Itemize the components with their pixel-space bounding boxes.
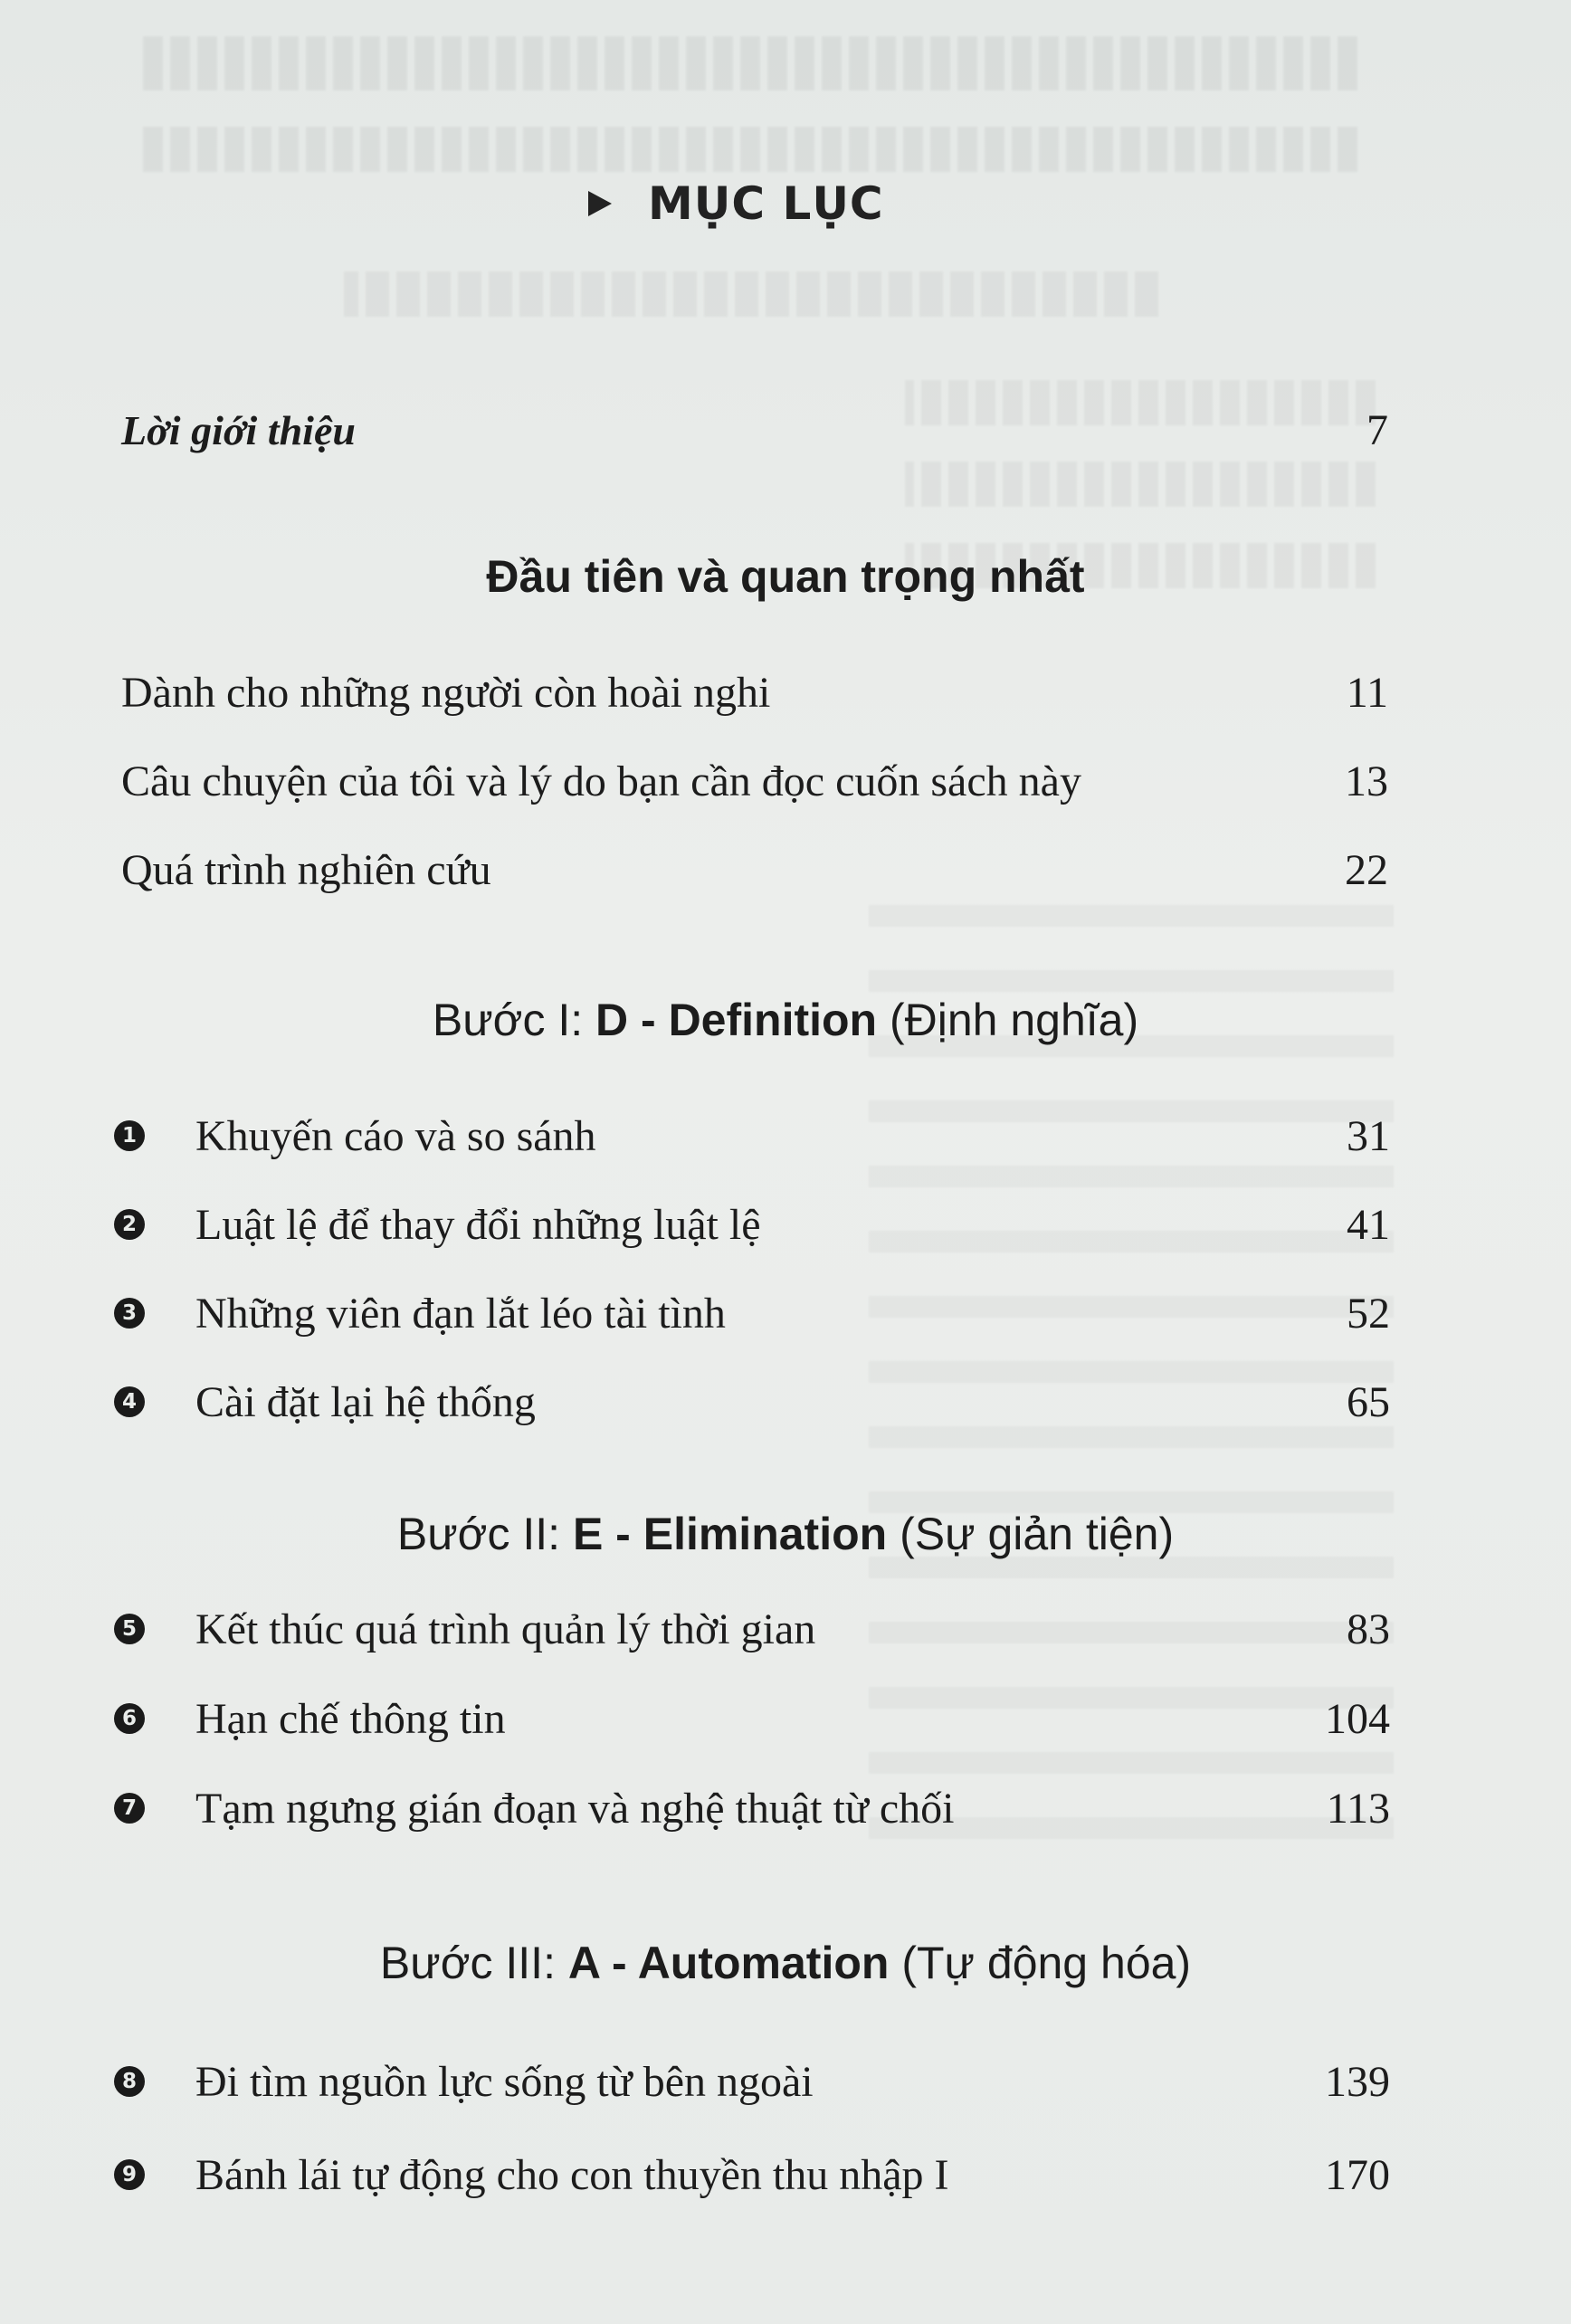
chapter-number-badge: 1 bbox=[114, 1120, 145, 1151]
section-heading-step-3 bbox=[0, 1937, 1571, 1989]
show-through-decoration bbox=[136, 127, 1357, 172]
entry-page-number: 7 bbox=[1366, 405, 1388, 454]
triangle-bullet-icon bbox=[588, 191, 612, 216]
entry-label: Quá trình nghiên cứu bbox=[121, 845, 491, 894]
section-heading-step-1 bbox=[0, 994, 1571, 1046]
toc-title-text: MỤC LỤC bbox=[648, 177, 884, 230]
chapter-number-badge: 3 bbox=[114, 1298, 145, 1329]
entry-label: Dành cho những người còn hoài nghi bbox=[121, 668, 771, 717]
chapter-number-badge: 8 bbox=[114, 2066, 145, 2097]
toc-entry[interactable] bbox=[114, 2143, 1390, 2206]
toc-entry[interactable] bbox=[121, 838, 1388, 901]
chapter-number-badge: 2 bbox=[114, 1209, 145, 1240]
entry-label: Những viên đạn lắt léo tài tình bbox=[195, 1289, 726, 1338]
section-heading-first: Đầu tiên và quan trọng nhất bbox=[486, 551, 1085, 602]
toc-entry[interactable] bbox=[114, 1776, 1390, 1840]
entry-label: Bánh lái tự động cho con thuyền thu nhập I bbox=[195, 2150, 949, 2199]
entry-label: Câu chuyện của tôi và lý do bạn cần đọc cuốn sách này bbox=[121, 757, 1081, 805]
chapter-number-badge: 7 bbox=[114, 1793, 145, 1824]
toc-entry[interactable] bbox=[121, 749, 1388, 813]
entry-page-number: 83 bbox=[1347, 1605, 1390, 1653]
entry-page-number: 113 bbox=[1326, 1784, 1390, 1833]
entry-page-number: 170 bbox=[1325, 2150, 1390, 2199]
step-prefix: Bước III: bbox=[379, 1938, 568, 1988]
toc-entry[interactable] bbox=[114, 1370, 1390, 1433]
toc-entry[interactable] bbox=[114, 1597, 1390, 1661]
entry-page-number: 11 bbox=[1346, 668, 1388, 717]
toc-entry[interactable] bbox=[114, 2050, 1390, 2113]
step-suffix: (Định nghĩa) bbox=[877, 995, 1139, 1045]
chapter-number-badge: 9 bbox=[114, 2159, 145, 2190]
entry-label: Cài đặt lại hệ thống bbox=[195, 1377, 536, 1426]
toc-entry[interactable] bbox=[114, 1281, 1390, 1345]
chapter-number-badge: 4 bbox=[114, 1386, 145, 1417]
show-through-decoration bbox=[905, 462, 1376, 507]
show-through-decoration bbox=[136, 36, 1357, 90]
step-suffix: (Sự giản tiện) bbox=[887, 1509, 1175, 1559]
entry-label: Lời giới thiệu bbox=[121, 406, 356, 453]
chapter-number-badge: 5 bbox=[114, 1614, 145, 1644]
toc-entry[interactable] bbox=[114, 1193, 1390, 1256]
toc-entry[interactable] bbox=[114, 1104, 1390, 1167]
entry-page-number: 104 bbox=[1325, 1694, 1390, 1743]
step-title: D - Definition bbox=[595, 995, 878, 1045]
step-suffix: (Tự động hóa) bbox=[889, 1938, 1192, 1988]
entry-page-number: 31 bbox=[1347, 1111, 1390, 1160]
toc-entry-intro[interactable] bbox=[121, 398, 1388, 462]
entry-page-number: 52 bbox=[1347, 1289, 1390, 1338]
toc-entry[interactable] bbox=[114, 1687, 1390, 1750]
entry-label: Hạn chế thông tin bbox=[195, 1694, 506, 1743]
entry-label: Luật lệ để thay đổi những luật lệ bbox=[195, 1200, 761, 1249]
entry-label: Tạm ngưng gián đoạn và nghệ thuật từ chối bbox=[195, 1784, 955, 1833]
step-prefix: Bước I: bbox=[432, 995, 596, 1045]
toc-entry[interactable] bbox=[121, 661, 1388, 724]
chapter-number-badge: 6 bbox=[114, 1703, 145, 1734]
show-through-decoration bbox=[344, 271, 1158, 317]
step-title: A - Automation bbox=[567, 1938, 890, 1988]
section-heading-step-2 bbox=[0, 1508, 1571, 1560]
entry-label: Kết thúc quá trình quản lý thời gian bbox=[195, 1605, 816, 1653]
toc-title bbox=[588, 172, 968, 235]
entry-page-number: 41 bbox=[1347, 1200, 1390, 1249]
step-prefix: Bước II: bbox=[396, 1509, 573, 1559]
entry-page-number: 139 bbox=[1325, 2057, 1390, 2106]
entry-page-number: 13 bbox=[1345, 757, 1388, 805]
entry-page-number: 22 bbox=[1345, 845, 1388, 894]
step-title: E - Elimination bbox=[572, 1509, 888, 1559]
entry-page-number: 65 bbox=[1347, 1377, 1390, 1426]
entry-label: Khuyến cáo và so sánh bbox=[195, 1111, 596, 1160]
entry-label: Đi tìm nguồn lực sống từ bên ngoài bbox=[195, 2057, 814, 2106]
